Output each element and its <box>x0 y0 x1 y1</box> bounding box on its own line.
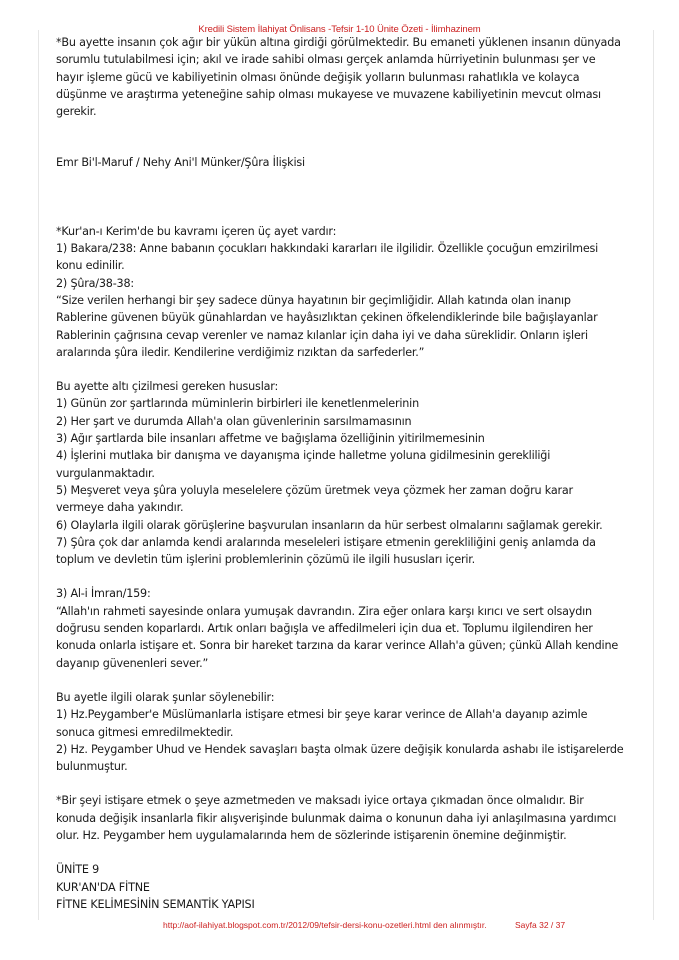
list-item: 2) Her şart ve durumda Allah'a olan güvenlerinin sarsılmamasının <box>56 414 412 428</box>
page-number: Sayfa 32 / 37 <box>515 920 566 930</box>
list-item: 2) Hz. Peygamber Uhud ve Hendek savaşları başta olmak üzere değişik konularda ashabı ile istişarelerde bulunmuştur. <box>56 742 624 774</box>
list-item: 7) Şûra çok dar anlamda kendi aralarında meseleleri istişare etmenin gerekliliğini geniş anlamda da toplum ve devletin tüm işlerini problemlerinin çözümü ile ilgili hususları içerir. <box>56 535 596 567</box>
list-item: 2) Şûra/38-38: <box>56 276 134 290</box>
list-item: 3) Ağır şartlarda bile insanları affetme ve bağışlama özelliğinin yitirilmemesinin <box>56 432 485 446</box>
unit-title: ÜNİTE 9 <box>56 863 100 877</box>
unit-title: KUR'AN'DA FİTNE <box>56 880 150 894</box>
paragraph: *Bu ayette insanın çok ağır bir yükün altına girdiği görülmektedir. Bu emaneti yüklenen insanın dünyada sorumlu tutulabilmesi için; akıl ve irade sahibi olması gerçek anlamda hürriyetinin bulunması şer ve hayır işleme gücü ve kabiliyetinin olması önünde değişik yolların bulunması rahatlıkla ve kolayca düşünme ve araştırma yeteneğine sahip olması mukayese ve muvazene kabiliyetinin mevcut olması gerekir. <box>56 36 621 119</box>
page-footer <box>163 920 565 930</box>
list-item: 1) Bakara/238: Anne babanın çocukları hakkındaki kararları ile ilgilidir. Özellikle çocuğun emzirilmesi konu edinilir. <box>56 242 599 273</box>
document-body <box>56 34 624 913</box>
list-item: 6) Olaylarla ilgili olarak görüşlerine başvurulan insanların da hür serbest olmalarını sağlamak gerekir. <box>56 518 603 532</box>
unit-title: FİTNE KELİMESİNİN SEMANTİK YAPISI <box>56 897 255 911</box>
list-item: 1) Günün zor şartlarında müminlerin birbirleri ile kenetlenmelerinin <box>56 397 419 411</box>
source-link[interactable]: http://aof-ilahiyat.blogspot.com.tr/2012/09/tefsir-dersi-konu-ozetleri.html den alınmıştır. <box>163 920 487 930</box>
section-heading: Emr Bi'l-Maruf / Nehy Ani'l Münker/Şûra İlişkisi <box>56 156 305 170</box>
quote: “Allah'ın rahmeti sayesinde onlara yumuşak davrandın. Zira eğer onlara karşı kırıcı ve sert olsaydın doğrusu senden koparlardı. Artık onları bağışla ve affedilmeleri için dua et. Toplumu ilgilendiren her konuda onlarla istişare et. Sonra bir hareket tarzına da karar verince Allah'a güven; çünkü Allah kendine dayanıp güvenenleri sever.” <box>56 604 619 670</box>
paragraph: *Kur'an-ı Kerim'de bu kavramı içeren üç ayet vardır: <box>56 224 337 238</box>
page-header: Kredili Sistem İlahiyat Önlisans -Tefsir 1-10 Ünite Özeti - İlimhazinem <box>198 24 481 35</box>
paragraph: Bu ayette altı çizilmesi gereken hususlar: <box>56 380 279 394</box>
list-item: 4) İşlerini mutlaka bir danışma ve dayanışma içinde halletme yoluna gidilmesinin gerekliliği vurgulanmaktadır. <box>56 449 551 480</box>
quote: “Size verilen herhangi bir şey sadece dünya hayatının bir geçimliğidir. Allah katında olan inanıp Rablerine güvenen büyük günahlardan ve hayâsızlıktan çekinen öfkelendiklerinde bile bağışlayanlar Rablerinin çağrısına cevap verenler ve namaz kılanlar için daha iyi ve daha süreklidir. Onların işleri aralarında şûra iledir. Kendilerine verdiğimiz rızıktan da sarfederler.” <box>56 293 598 359</box>
list-item: 3) Al-i İmran/159: <box>56 587 151 601</box>
paragraph: Bu ayetle ilgili olarak şunlar söylenebilir: <box>56 690 275 704</box>
paragraph: *Bir şeyi istişare etmek o şeye azmetmeden ve maksadı iyice ortaya çıkmadan önce olmalıdır. Bir konuda değişik insanlarla fikir alışverişinde bulunmak daima o konunun daha iyi anlaşılmasına yardımcı olur. Hz. Peygamber hem uygulamalarında hem de sözlerinde istişarenin önemine değinmiştir. <box>56 794 617 842</box>
list-item: 5) Meşveret veya şûra yoluyla meselelere çözüm üretmek veya çözmek her zaman doğru karar vermeye daha yakındır. <box>56 483 573 515</box>
list-item: 1) Hz.Peygamber'e Müslümanlarla istişare etmesi bir şeye karar verince de Allah'a dayanıp azimle sonuca gitmesi emredilmektedir. <box>56 708 588 739</box>
